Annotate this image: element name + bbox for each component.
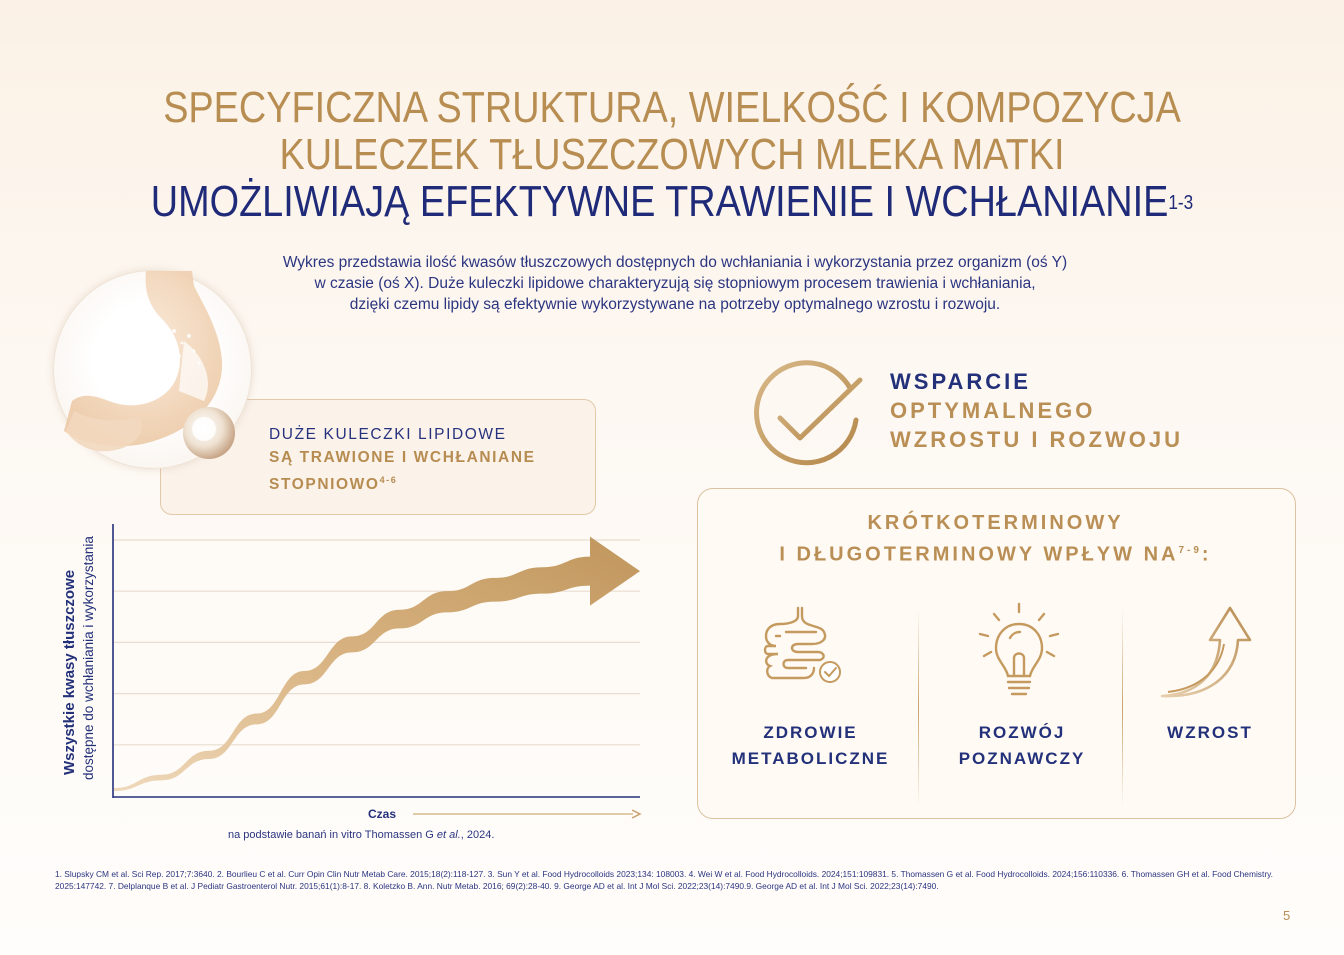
impact-divider-2 — [1122, 608, 1123, 808]
chart-y-axis-label — [57, 510, 117, 780]
benefit-metabolic-health — [713, 720, 908, 772]
growth-curve — [114, 537, 640, 791]
callout-line-1: DUŻE KULECZKI LIPIDOWE — [269, 426, 507, 443]
benefit-label: WZROST — [1167, 723, 1253, 742]
chart-source-note — [228, 829, 494, 841]
growth-arrow-icon — [1158, 604, 1254, 700]
x-axis-label: Czas — [367, 807, 397, 821]
source-prefix: na podstawie banań in vitro Thomassen G — [228, 829, 437, 841]
impact-title-superscript: 7-9 — [1178, 545, 1202, 556]
stomach-illustration — [53, 270, 252, 469]
callout-superscript: 4-6 — [379, 475, 398, 485]
intro-line-1: Wykres przedstawia ilość kwasów tłuszczowych dostępnych do wchłaniania i wykorzystania przez organizm (oś Y) — [282, 254, 1068, 271]
benefit-cognitive-development — [922, 720, 1122, 772]
benefit-label: METABOLICZNE — [731, 749, 890, 768]
intro-line-2: w czasie (oś X). Duże kuleczki lipidowe charakteryzują się stopniowym procesem trawienia i wchłaniania, — [314, 275, 1036, 292]
chart-x-axis — [113, 805, 643, 830]
support-text — [890, 367, 1183, 454]
benefit-growth — [1126, 720, 1294, 746]
impact-divider-1 — [918, 608, 919, 808]
y-axis-label-sub: dostępne do wchłaniania i wykorzystania — [81, 536, 96, 780]
intestine-icon — [758, 602, 848, 692]
benefit-label: ROZWÓJ — [978, 723, 1066, 742]
check-circle-icon — [752, 358, 866, 472]
page-number: 5 — [1283, 908, 1291, 923]
title-line-3: UMOŻLIWIAJĄ EFEKTYWNE TRAWIENIE I WCHŁANIANIE$^{1-3}$ — [150, 177, 1194, 226]
benefit-label: POZNAWCZY — [958, 749, 1086, 768]
title-line-2: KULECZEK TŁUSZCZOWYCH MLEKA MATKI — [279, 130, 1065, 179]
fatty-acid-chart — [110, 520, 650, 825]
callout-text — [269, 423, 536, 496]
callout-line-2: SĄ TRAWIONE I WCHŁANIANE — [269, 449, 536, 466]
page-title — [0, 84, 1344, 225]
source-suffix: , 2024. — [460, 829, 495, 841]
callout-line-3: STOPNIOWO$^{4-6}$ — [269, 475, 398, 494]
intro-text — [170, 252, 1180, 315]
impact-title — [697, 509, 1294, 569]
y-axis-label-main: Wszystkie kwasy tłuszczowe — [61, 569, 78, 775]
impact-title-line-2: I DŁUGOTERMINOWY WPŁYW NA$^{7-9}$: — [779, 543, 1212, 566]
benefit-label: ZDROWIE — [763, 723, 858, 742]
intro-line-3: dzięki czemu lipidy są efektywnie wykorzystywane na potrzeby optymalnego wzrostu i rozwoju. — [349, 296, 1001, 313]
references: 1. Slupsky CM et al. Sci Rep. 2017;7:3640. 2. Bourlieu C et al. Curr Opin Clin Nutr Metab Care. 2015;18(2):118-127. 3. Sun Y et al. Food Hydrocolloids 2023;134: 108003. 4. Wei W et al. Food Hydrocolloids. 2024;151:109831. 5. Thomassen G et al. Food Hydrocolloids. 2024;156:110336. 6. Thomassen GH et al. Food Chemistry. 2025:147742. 7. Delplanque B et al. J Pediatr Gastroenterol Nutr. 2015;61(1):8-17. 8. Koletzko B. Ann. Nutr Metab. 2016; 69(2):28-40. 9. George AD et al. Int J Mol Sci. 2022;23(14):7490.9. George AD et al. Int J Mol Sci. 2022;23(14):7490. — [55, 869, 1273, 891]
y-axis-label-svg — [57, 510, 117, 780]
impact-title-line-1: KRÓTKOTERMINOWY — [867, 512, 1124, 534]
x-axis-arrow — [113, 805, 643, 825]
stomach-icon — [54, 271, 251, 468]
support-line-2: OPTYMALNEGO — [890, 398, 1096, 423]
source-italic: et al. — [436, 829, 461, 841]
support-line-3: WZROSTU I ROZWOJU — [890, 427, 1183, 452]
support-line-1: WSPARCIE — [890, 369, 1031, 394]
title-superscript: 1-3 — [1168, 192, 1194, 214]
title-line-1: SPECYFICZNA STRUKTURA, WIELKOŚĆ I KOMPOZYCJA — [163, 83, 1181, 132]
lightbulb-icon — [974, 602, 1064, 702]
